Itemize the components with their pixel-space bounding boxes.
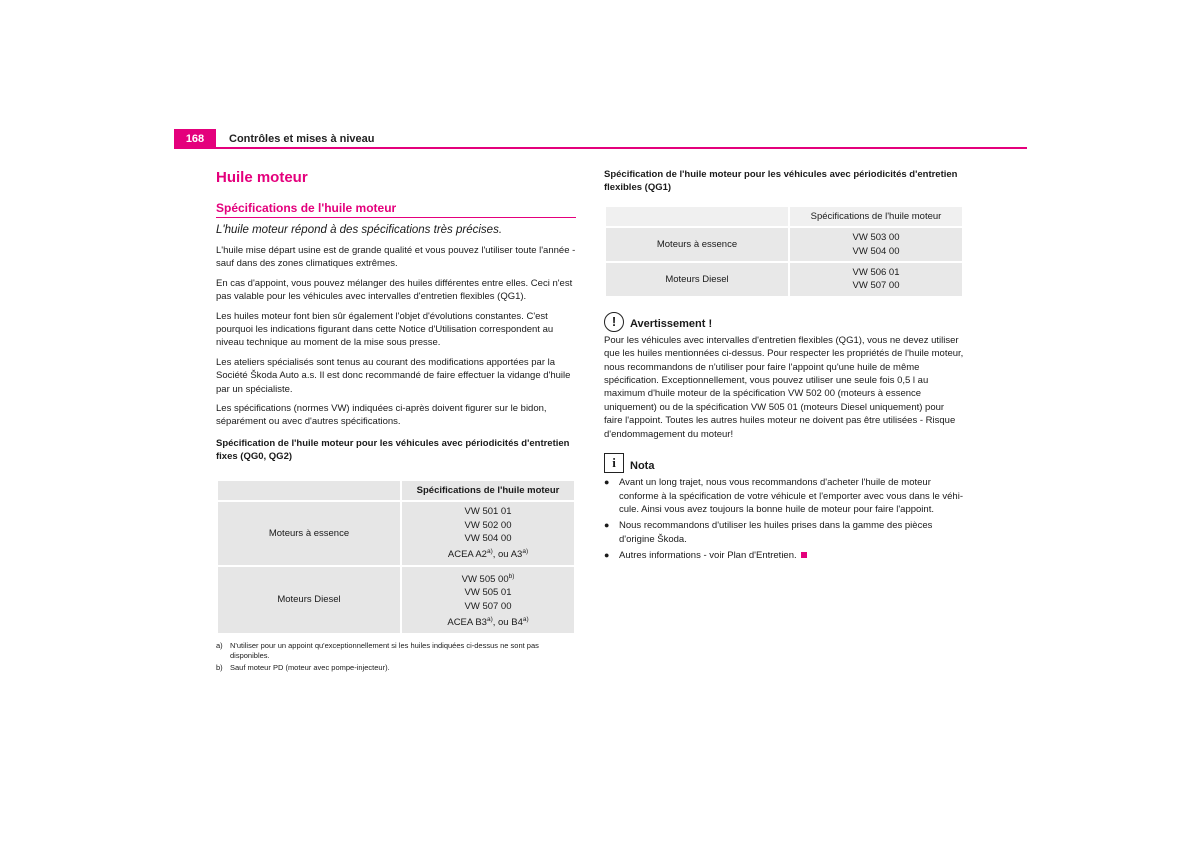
acea-value xyxy=(408,613,568,630)
footnote xyxy=(216,663,576,673)
footnote-text: Sauf moteur PD (moteur avec pompe-injecteur). xyxy=(230,662,390,672)
footnote-text: N'utiliser pour un appoint qu'exceptionnellement si les huiles indiquées ci-dessus ne sont pas disponibles. xyxy=(230,640,539,660)
row-values xyxy=(401,566,575,634)
footnote-ref: a) xyxy=(486,616,493,624)
bullet-icon: ● xyxy=(604,477,610,488)
warning-title: Avertissement ! xyxy=(630,318,713,331)
row-label: Moteurs à essence xyxy=(605,227,789,262)
spec-value: VW 504 00 xyxy=(852,245,900,257)
row-values xyxy=(401,501,575,566)
spec-value: VW 507 00 xyxy=(852,280,900,292)
info-icon: i xyxy=(604,453,624,473)
bullet-icon: ● xyxy=(604,550,610,561)
table-caption: Spécification de l'huile moteur pour les véhicules avec périodicités d'entretien flexibles (QG1) xyxy=(604,169,958,194)
oil-spec-table-fixed xyxy=(216,479,576,635)
table-row xyxy=(217,566,575,634)
row-label: Moteurs Diesel xyxy=(217,566,401,634)
warning-icon: ! xyxy=(604,312,624,332)
bullet-text: Autres informations - voir Plan d'Entretien. xyxy=(619,550,797,562)
note-title: Nota xyxy=(630,459,655,472)
footnote xyxy=(216,641,576,661)
footnote-ref: a) xyxy=(522,548,529,556)
acea-text: ACEA B3 xyxy=(447,617,487,629)
table-header: Spécifications de l'huile moteur xyxy=(789,206,963,227)
spec-value: VW 505 01 xyxy=(464,587,512,599)
lead-text: L'huile moteur répond à des spécifications très précises. xyxy=(216,224,503,236)
row-label: Moteurs Diesel xyxy=(605,262,789,297)
acea-text: , ou A3 xyxy=(492,549,523,561)
acea-text: ACEA A2 xyxy=(447,549,487,561)
spec-value: VW 504 00 xyxy=(464,532,512,544)
table-header: Spécifications de l'huile moteur xyxy=(401,480,575,501)
spec-value: VW 507 00 xyxy=(464,600,512,612)
footnote-ref: a) xyxy=(486,548,493,556)
table-header-row xyxy=(605,206,963,227)
note-bullet xyxy=(604,519,964,546)
spec-value: VW 503 00 xyxy=(852,232,900,244)
warning-heading xyxy=(604,312,964,332)
footnote-mark: a) xyxy=(216,640,223,650)
paragraph: Les spécifications (normes VW) indiquées ci-après doivent figurer sur le bidon, séparément ou avec d'autres spécifications. xyxy=(216,403,547,428)
paragraph: Les huiles moteur font bien sûr également l'objet d'évolutions constantes. C'est pourquoi les indications figurant dans cette Notice d'Utilisation correspondent au niveau technique au moment de la mise sous presse. xyxy=(216,310,554,349)
paragraph: En cas d'appoint, vous pouvez mélanger des huiles différentes entre elles. Ceci n'est pas valable pour les véhicules avec intervalles d'entretien flexibles (QG1). xyxy=(216,277,573,303)
section-title: Huile moteur xyxy=(216,169,308,186)
warning-text: Pour les véhicules avec intervalles d'entretien flexibles (QG1), vous ne devez utiliser que les huiles mentionnées ci-dessus. Pour respecter les propriétés de l'huile moteur, nous recommandons de n'utiliser pour faire l'appoint qu'une huile de même spécification. Exceptionnellement, vous pouvez utiliser une seule fois 0,5 l au maximum d'huile moteur de la spécification VW 502 00 (moteurs à essence uniquement) ou de la spécification VW 505 01 (moteurs Diesel uniquement) pour faire l'appoint. Toutes les autres huiles moteur ne doivent pas être utilisées - Risque d'endommagement du moteur! xyxy=(604,334,964,440)
end-of-section-icon xyxy=(801,552,807,558)
spec-text: VW 505 00 xyxy=(461,574,509,586)
paragraph: L'huile mise départ usine est de grande qualité et vous pouvez l'utiliser toute l'année - sauf dans des zones climatiques extrêmes. xyxy=(216,245,576,270)
bullet-text: Nous recommandons d'utiliser les huiles prises dans la gamme des pièces d'origine Škoda. xyxy=(619,520,933,545)
spec-value xyxy=(408,570,568,587)
row-values xyxy=(789,227,963,262)
note-bullet xyxy=(604,476,964,516)
paragraph: Les ateliers spécialisés sont tenus au courant des modifications apportées par la Société Škoda Auto a.s. Il est donc recommandé de faire effectuer la vidange d'huile par un spécialiste. xyxy=(216,356,571,395)
spec-value: VW 506 01 xyxy=(852,267,900,279)
footnote-ref: a) xyxy=(522,616,529,624)
subsection-title: Spécifications de l'huile moteur xyxy=(216,201,576,218)
left-column xyxy=(216,168,576,673)
table-header-empty xyxy=(605,206,789,227)
acea-value xyxy=(408,545,568,562)
acea-text: , ou B4 xyxy=(492,617,523,629)
bullet-icon: ● xyxy=(604,520,610,531)
bullet-body xyxy=(619,549,807,562)
row-values xyxy=(789,262,963,297)
table-header-empty xyxy=(217,480,401,501)
footnote-ref: b) xyxy=(508,572,515,580)
table-row xyxy=(217,501,575,566)
table-header-row xyxy=(217,480,575,501)
spec-value: VW 502 00 xyxy=(464,519,512,531)
table-row xyxy=(605,227,963,262)
header-rule xyxy=(174,147,1027,149)
note-bullet xyxy=(604,549,964,562)
page-number: 168 xyxy=(174,129,216,148)
bullet-text: Avant un long trajet, nous vous recommandons d'acheter l'huile de moteur conforme à la spécification de votre véhicule et l'emporter avec vous dans le véhi-cule. Ainsi vous avez toujours la bonne huile de moteur pour faire l'appoint. xyxy=(619,477,963,515)
chapter-title: Contrôles et mises à niveau xyxy=(229,133,375,145)
note-heading xyxy=(604,453,964,473)
footnote-mark: b) xyxy=(216,662,223,672)
right-column xyxy=(604,168,964,563)
row-label: Moteurs à essence xyxy=(217,501,401,566)
table-caption: Spécification de l'huile moteur pour les véhicules avec périodicités d'entretien fixes (QG0, QG2) xyxy=(216,437,570,463)
oil-spec-table-flexible xyxy=(604,205,964,298)
table-row xyxy=(605,262,963,297)
spec-value: VW 501 01 xyxy=(464,506,512,518)
